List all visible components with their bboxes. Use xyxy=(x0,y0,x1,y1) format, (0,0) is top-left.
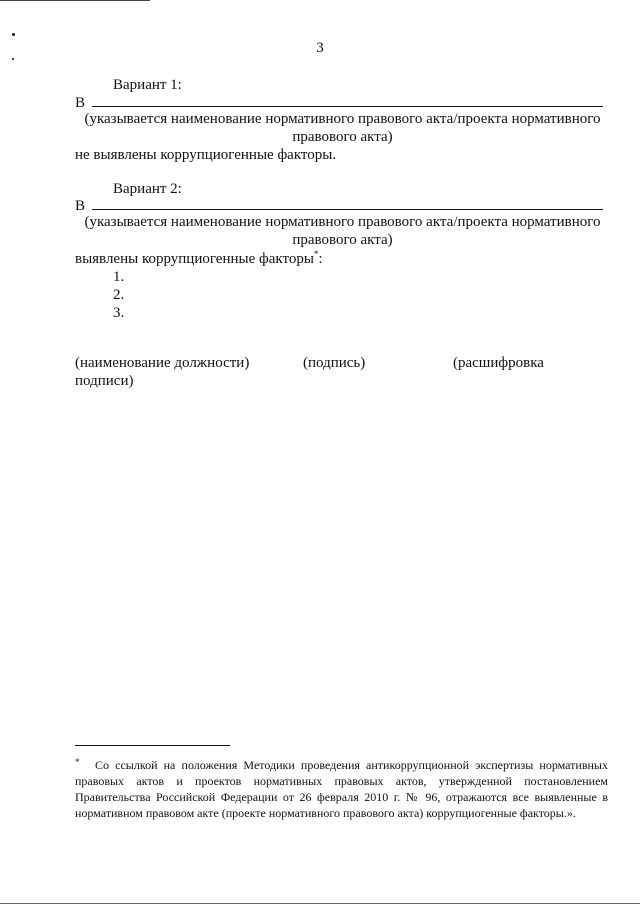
variant1-prefix: В xyxy=(75,95,86,111)
variant2-hint-line2: правового акта) xyxy=(292,232,393,248)
signature-decode-label-continued: подписи) xyxy=(75,373,134,389)
variant1-fill-line xyxy=(92,106,603,107)
variant2-hint-line1: (указывается наименование нормативного правового акта/проекта нормативного xyxy=(84,214,601,230)
factor-item-1: 1. xyxy=(113,269,125,285)
variant2-fill-line xyxy=(92,209,603,210)
scan-speck xyxy=(12,58,14,60)
factor-item-2: 2. xyxy=(113,287,125,303)
variant2-heading: Вариант 2: xyxy=(113,181,182,197)
variant2-result xyxy=(75,250,323,268)
footnote-mark: * xyxy=(75,757,80,767)
variant1-hint-line2: правового акта) xyxy=(292,129,393,145)
variant2-prefix: В xyxy=(75,198,86,214)
factor-item-3: 3. xyxy=(113,305,125,321)
signature-decode-label: (расшифровка xyxy=(453,355,544,371)
variant1-hint-line1: (указывается наименование нормативного правового акта/проекта нормативного xyxy=(84,111,601,127)
page-number: 3 xyxy=(316,40,324,56)
scan-speck xyxy=(12,33,15,36)
footnote xyxy=(75,757,608,821)
scan-edge-bottom xyxy=(0,903,640,904)
scan-edge-top xyxy=(0,0,150,1)
variant1-result: не выявлены коррупциогенные факторы. xyxy=(75,147,337,163)
footnote-reference-mark: * xyxy=(313,249,319,259)
variant2-result-colon: : xyxy=(318,251,323,267)
signature-position-label: (наименование должности) xyxy=(75,355,250,371)
signature-sign-label: (подпись) xyxy=(303,355,366,371)
footnote-text: Со ссылкой на положения Методики проведения антикоррупционной экспертизы нормативных правовых актов и проектов нормативных правовых актов, утвержденной постановлением Правительства Российской Федерации от 26 февраля 2010 г. № 96, отражаются все выявленные в нормативном правовом акте (проекте нормативного правового акта) коррупциогенные факторы.». xyxy=(75,758,608,820)
variant1-heading: Вариант 1: xyxy=(113,77,182,93)
footnote-separator xyxy=(75,745,230,746)
variant2-result-text: выявлены коррупциогенные факторы xyxy=(75,251,314,267)
